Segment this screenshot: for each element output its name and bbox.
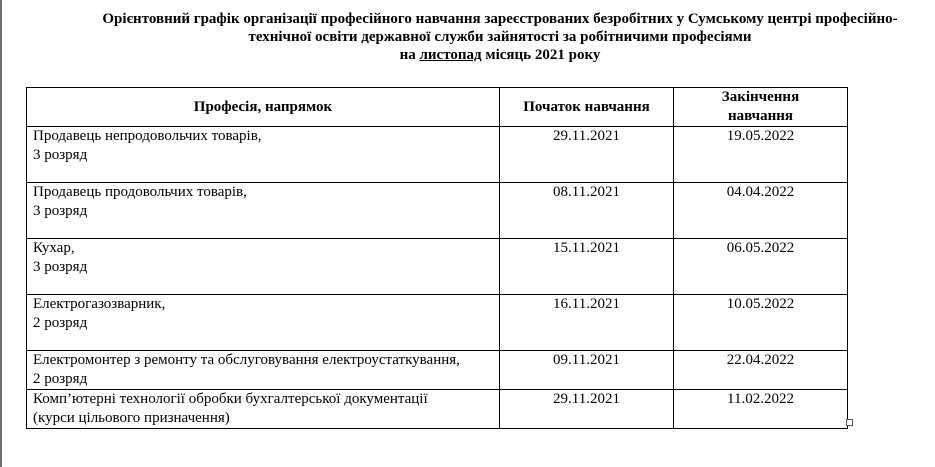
title-line-3 xyxy=(60,46,935,64)
start-date: 08.11.2021 xyxy=(500,183,674,239)
table-header-row xyxy=(27,88,848,127)
profession-name: Кухар, xyxy=(33,240,75,256)
profession-cell xyxy=(27,127,500,183)
title-line-2: технічної освіти державної служби зайнятості за робітничими професіями xyxy=(248,29,752,45)
profession-detail: 2 розряд xyxy=(33,315,88,331)
profession-cell xyxy=(27,239,500,295)
profession-name: Продавець продовольчих товарів, xyxy=(33,184,247,200)
profession-detail: 3 розряд xyxy=(33,259,88,275)
end-date: 22.04.2022 xyxy=(674,351,848,390)
start-date: 09.11.2021 xyxy=(500,351,674,390)
title-month: листопад xyxy=(419,47,482,63)
profession-cell xyxy=(27,351,500,390)
table-row xyxy=(27,239,848,295)
profession-detail: 2 розряд xyxy=(33,371,88,387)
end-date: 06.05.2022 xyxy=(674,239,848,295)
title-prefix: на xyxy=(399,47,420,63)
start-date: 29.11.2021 xyxy=(500,127,674,183)
table-row xyxy=(27,295,848,351)
profession-detail: 3 розряд xyxy=(33,203,88,219)
document-title xyxy=(60,10,935,64)
end-date: 11.02.2022 xyxy=(674,390,848,429)
table-row xyxy=(27,390,848,429)
header-end xyxy=(674,88,848,127)
profession-detail: (курси цільового призначення) xyxy=(33,410,230,426)
title-line-1: Орієнтовний графік організації професійного навчання зареєстрованих безробітних у Сумському центрі професійно- xyxy=(102,11,898,27)
profession-name: Електрогазозварник, xyxy=(33,296,166,312)
table-row xyxy=(27,183,848,239)
title-suffix: місяць 2021 року xyxy=(481,47,601,63)
profession-detail: 3 розряд xyxy=(33,147,88,163)
profession-name: Комп’ютерні технології обробки бухгалтерської документації xyxy=(33,391,428,407)
end-date: 10.05.2022 xyxy=(674,295,848,351)
table-row xyxy=(27,127,848,183)
profession-cell xyxy=(27,390,500,429)
start-date: 16.11.2021 xyxy=(500,295,674,351)
start-date: 29.11.2021 xyxy=(500,390,674,429)
header-end-line1: Закінчення xyxy=(721,89,800,105)
header-end-line2: навчання xyxy=(727,108,794,124)
page-left-edge xyxy=(0,0,2,467)
header-profession: Професія, напрямок xyxy=(27,88,500,127)
profession-name: Продавець непродовольчих товарів, xyxy=(33,128,262,144)
profession-cell xyxy=(27,183,500,239)
profession-name: Електромонтер з ремонту та обслуговування електроустаткування, xyxy=(33,352,460,368)
table-resize-handle[interactable] xyxy=(846,419,853,426)
schedule-table xyxy=(26,87,848,429)
table-row xyxy=(27,351,848,390)
end-date: 04.04.2022 xyxy=(674,183,848,239)
profession-cell xyxy=(27,295,500,351)
header-start: Початок навчання xyxy=(500,88,674,127)
start-date: 15.11.2021 xyxy=(500,239,674,295)
end-date: 19.05.2022 xyxy=(674,127,848,183)
